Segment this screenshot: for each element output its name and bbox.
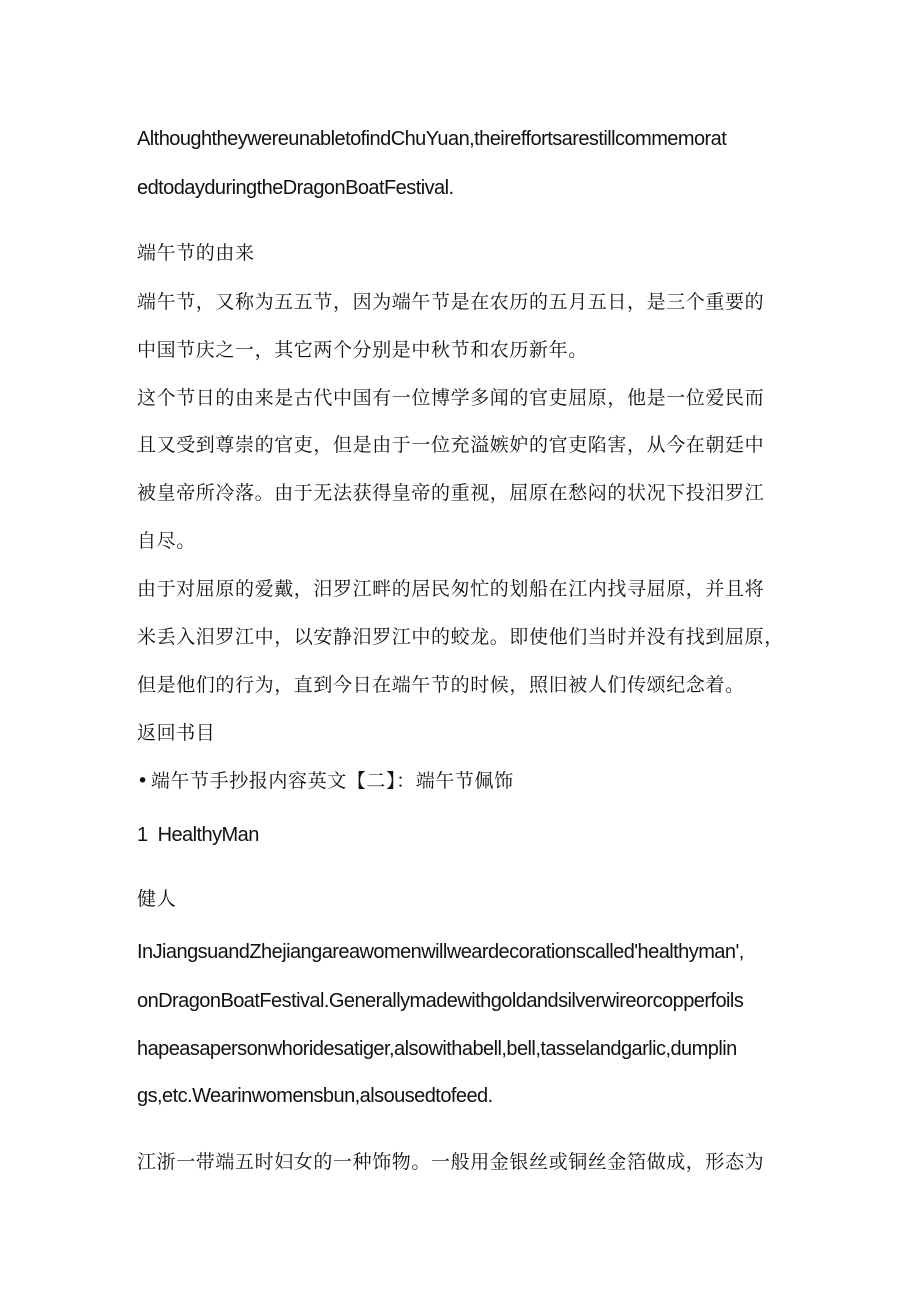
english-paragraph-1-line-1: AlthoughtheywereunabletofindChuYuan,theireffortsarestillcommemorat xyxy=(137,128,727,150)
section-heading: 端午节的由来 xyxy=(137,242,255,264)
english-paragraph-1-line-2: edtodayduringtheDragonBoatFestival. xyxy=(137,177,454,199)
english-paragraph-2-line-4: gs,etc.Wearinwomensbun,alsousedtofeed. xyxy=(137,1085,493,1107)
paragraph-1-line-2: 中国节庆之一，其它两个分别是中秋节和农历新年。 xyxy=(137,339,588,361)
paragraph-4-line-1: 江浙一带端五时妇女的一种饰物。一般用金银丝或铜丝金箔做成，形态为 xyxy=(137,1151,765,1173)
paragraph-3-line-1: 由于对屈原的爱戴，汨罗江畔的居民匆忙的划船在江内找寻屈原，并且将 xyxy=(137,578,765,600)
bullet-icon: • xyxy=(137,770,149,792)
paragraph-2-line-4: 自尽。 xyxy=(137,530,196,552)
paragraph-3-line-3: 但是他们的行为，直到今日在端午节的时候，照旧被人们传颂纪念着。 xyxy=(137,674,745,696)
item-title: 1 HealthyMan xyxy=(137,824,259,846)
item-chinese-title: 健人 xyxy=(137,888,177,910)
english-paragraph-2-line-2: onDragonBoatFestival.Generallymadewithgoldandsilverwireorcopperfoils xyxy=(137,990,744,1012)
list-item-text: 端午节手抄报内容英文【二】：端午节佩饰 xyxy=(150,770,514,792)
paragraph-2-line-3: 被皇帝所冷落。由于无法获得皇帝的重视，屈原在愁闷的状况下投汨罗江 xyxy=(137,482,765,504)
english-paragraph-2-line-1: InJiangsuandZhejiangareawomenwillweardecorationscalled'healthyman', xyxy=(137,941,744,963)
paragraph-2-line-1: 这个节日的由来是古代中国有一位博学多闻的官吏屈原，他是一位爱民而 xyxy=(137,387,765,409)
paragraph-2-line-2: 且又受到尊崇的官吏，但是由于一位充溢嫉妒的官吏陷害，从今在朝廷中 xyxy=(137,434,765,456)
paragraph-1-line-1: 端午节，又称为五五节，因为端午节是在农历的五月五日，是三个重要的 xyxy=(137,291,765,313)
paragraph-3-line-2: 米丢入汨罗江中，以安静汨罗江中的蛟龙。即使他们当时并没有找到屈原， xyxy=(137,626,784,648)
back-link[interactable]: 返回书目 xyxy=(137,722,216,744)
list-item xyxy=(137,767,514,795)
english-paragraph-2-line-3: hapeasapersonwhoridesatiger,alsowithabell,bell,tasselandgarlic,dumplin xyxy=(137,1038,737,1060)
